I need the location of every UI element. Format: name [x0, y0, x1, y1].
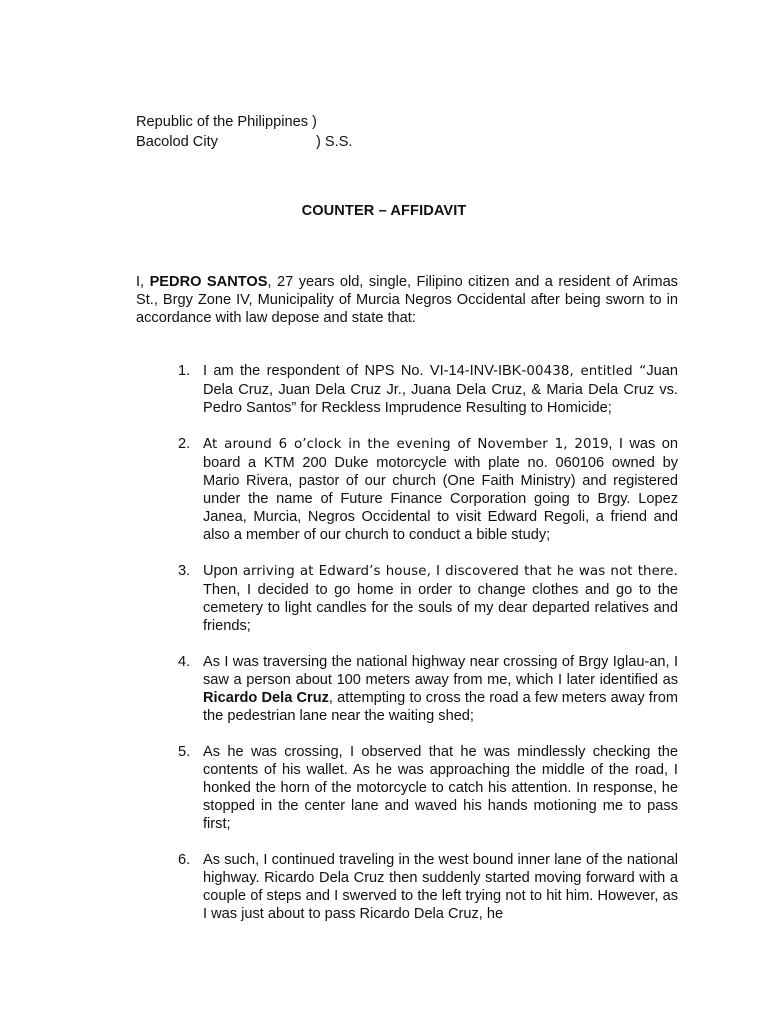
item-text: Upon [203, 563, 243, 579]
document-title: COUNTER – AFFIDAVIT [301, 203, 467, 219]
statement-item-5 [178, 743, 678, 833]
intro-pre: I, [136, 274, 150, 290]
venue-city-line [136, 132, 353, 152]
item-text: Then, I decided to go home in order to change clothes and go to the cemetery to light candles for the souls of my dear departed relatives and friends; [203, 582, 678, 634]
venue-city: Bacolod City [136, 134, 218, 150]
item-text: As he was crossing, I observed that he was mindlessly checking the contents of his wallet. As he was approaching the middle of the road, I honked the horn of the motorcycle to catch his attention. In response, he stopped in the center lane and waved his hands motioning me to pass first; [203, 744, 678, 832]
item-number: 3. [178, 563, 191, 579]
statement-item-3 [178, 562, 678, 635]
statement-list [178, 362, 678, 941]
venue-ss: ) S.S. [316, 134, 353, 150]
venue-block [136, 112, 353, 152]
venue-country: Republic of the Philippines ) [136, 114, 317, 130]
intro-paragraph [136, 273, 678, 327]
item-text-alt: At around 6 o’clock in the evening of November 1, 201 [203, 437, 601, 452]
item-text: As I was traversing the national highway near crossing of Brgy Iglau-an, I saw a person about 100 meters away from me, which I later identified as [203, 654, 678, 688]
item-number: 6. [178, 852, 191, 868]
item-text: I am the respondent of NPS No. VI-14-INV-IBK- [203, 363, 527, 379]
item-text: Juan Dela Cruz, Juan Dela Cruz Jr., Juana Dela Cruz, & Maria Dela Cruz vs. Pedro Santos” for Reckless Imprudence Resulting to Homicide; [203, 363, 678, 416]
item-text-alt: arriving at Edward’s house, I discovered that he was not there. [242, 564, 678, 579]
item-text-alt: 00438, entitled “ [526, 364, 647, 379]
item-number: 2. [178, 436, 191, 452]
statement-item-1 [178, 362, 678, 417]
statement-item-2 [178, 435, 678, 544]
affiant-name: PEDRO SANTOS [149, 274, 268, 290]
item-number: 1. [178, 363, 191, 379]
item-text: 9, I was on board a KTM 200 Duke motorcycle with plate no. 060106 owned by Mario Rivera, pastor of our church (One Faith Ministry) and registered under the name of Future Finance Corporation going to Brgy. Lopez Janea, Murcia, Negros Occidental to visit Edward Regoli, a friend and also a member of our church to conduct a bible study; [203, 436, 678, 543]
statement-item-4 [178, 653, 678, 725]
intro-text: , 27 years old, single, Filipino citizen and a resident of Arimas St., Brgy Zone IV, Municipality of Murcia Negros Occidental after being sworn to in accordance with law depose and state that: [136, 274, 678, 326]
item-text: , attempting to cross the road a few meters away from the pedestrian lane near the waiting shed; [203, 690, 678, 724]
item-number: 4. [178, 654, 191, 670]
item-number: 5. [178, 744, 191, 760]
item-text: As such, I continued traveling in the west bound inner lane of the national highway. Ricardo Dela Cruz then suddenly started moving forward with a couple of steps and I swerved to the left trying not to hit him. However, as I was just about to pass Ricardo Dela Cruz, he [203, 852, 678, 922]
victim-name: Ricardo Dela Cruz [203, 690, 329, 706]
statement-item-6 [178, 851, 678, 923]
